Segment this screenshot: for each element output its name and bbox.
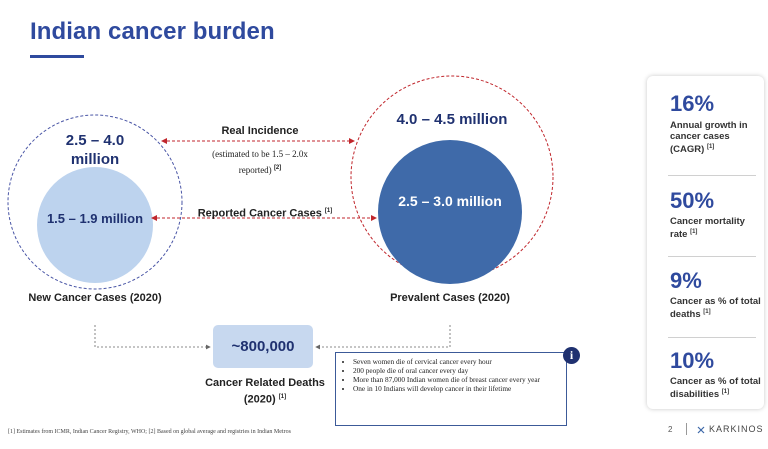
deaths-ref: [1]	[278, 394, 287, 400]
brand-name: KARKINOS	[709, 424, 764, 434]
footnote: [1] Estimates from ICMR, Indian Cancer Registry, WHO; [2] Based on global average and registries in Indian Metros	[8, 429, 291, 435]
prevalent-inner-value: 2.5 – 3.0 million	[398, 193, 502, 209]
stat-disabilities-value: 10%	[670, 348, 715, 373]
footer-divider	[686, 423, 687, 435]
real-incidence-ref: [2]	[273, 165, 282, 171]
new-cases-outer-value: 2.5 – 4.0 million	[65, 132, 125, 168]
real-incidence-label: Real Incidence	[221, 125, 299, 137]
new-cases-inner-value: 1.5 – 1.9 million	[46, 211, 144, 226]
stat-cagr-label: Annual growth in cancer cases (CAGR) [1]	[670, 120, 748, 156]
new-cases-caption: New Cancer Cases (2020)	[28, 292, 162, 304]
deaths-caption: Cancer Related Deaths (2020) [1]	[205, 377, 325, 406]
stat-divider	[668, 175, 756, 176]
prevalent-outer-value: 4.0 – 4.5 million	[396, 111, 508, 128]
prevalent-caption: Prevalent Cases (2020)	[390, 292, 510, 304]
fact-item: • One in 10 Indians will develop cancer in their lifetime	[353, 384, 562, 393]
stat-mortality-label: Cancer mortality rate [1]	[670, 216, 745, 241]
reported-cases-ref: [1]	[324, 208, 333, 214]
stat-divider	[668, 337, 756, 338]
stat-deaths-label: Cancer as % of total deaths [1]	[670, 296, 761, 321]
stat-disabilities-label: Cancer as % of total disabilities [1]	[670, 376, 761, 401]
prevalent-connector	[316, 325, 450, 347]
page-number: 2	[668, 425, 673, 434]
reported-cases-label: Reported Cancer Cases [1]	[197, 207, 333, 220]
stat-divider	[668, 256, 756, 257]
real-incidence-note: (estimated to be 1.5 – 2.0x reported) [2]	[212, 149, 308, 175]
fact-item: • Seven women die of cervical cancer every hour	[353, 357, 562, 366]
fact-item: • More than 87,000 Indian women die of breast cancer every year	[353, 375, 562, 384]
prevalent-inner-circle	[378, 140, 522, 284]
facts-box	[335, 352, 567, 426]
karkinos-logo-icon	[696, 425, 706, 435]
new-cases-connector	[95, 325, 210, 347]
page-title: Indian cancer burden	[30, 18, 275, 45]
fact-item: • 200 people die of oral cancer every day	[353, 366, 562, 375]
stat-mortality-value: 50%	[670, 188, 715, 213]
deaths-value-box: ~800,000	[213, 325, 313, 368]
stat-cagr-value: 16%	[670, 91, 715, 116]
stat-deaths-value: 9%	[670, 268, 702, 293]
info-icon[interactable]: i	[563, 347, 580, 364]
